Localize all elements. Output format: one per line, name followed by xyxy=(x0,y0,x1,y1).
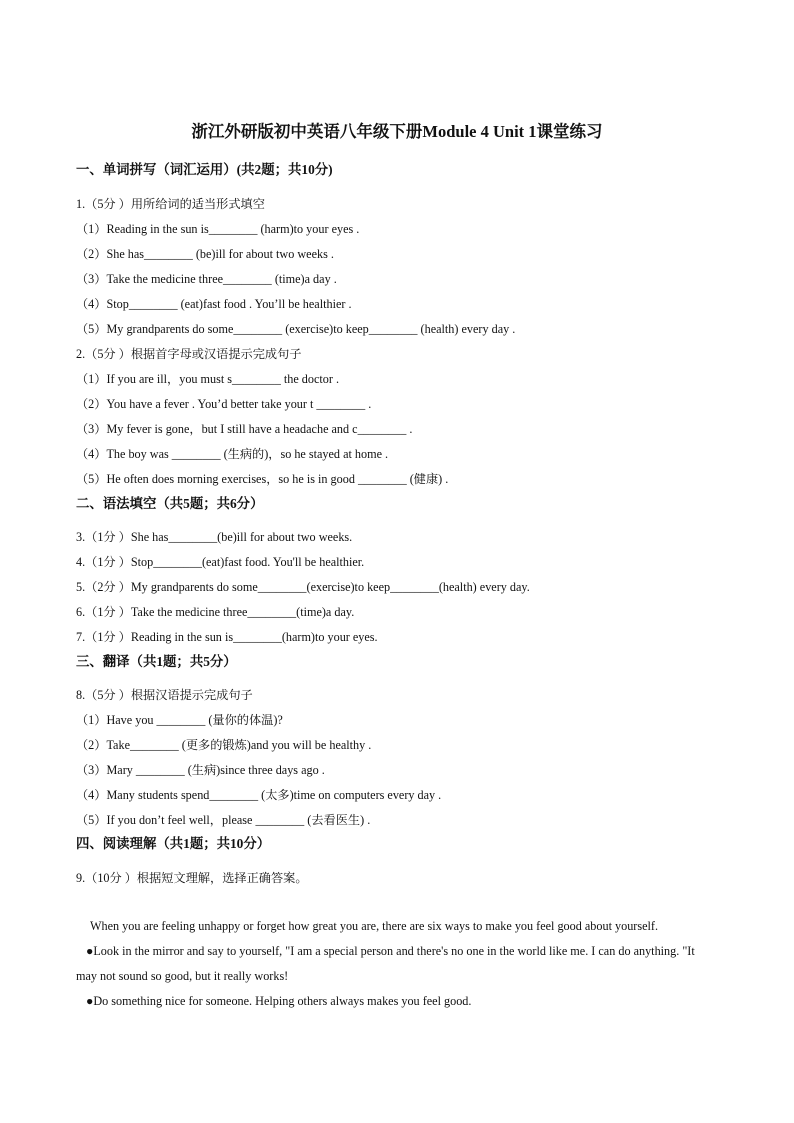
question-8-item-3: （3）Mary ________ (生病)since three days ago . xyxy=(76,763,325,777)
question-1-item-1: （1）Reading in the sun is________ (harm)to your eyes . xyxy=(76,222,360,236)
question-8-item-4: （4）Many students spend________ (太多)time on computers every day . xyxy=(76,788,442,802)
question-1-item-2: （2）She has________ (be)ill for about two weeks . xyxy=(76,247,334,261)
grammar-question-3: 3.（1分 ）She has________(be)ill for about two weeks. xyxy=(76,530,353,544)
question-2-item-5: （5）He often does morning exercises，so he is in good ________ (健康) . xyxy=(76,472,449,486)
question-2-header: 2.（5分 ）根据首字母或汉语提示完成句子 xyxy=(76,347,302,361)
question-2-item-1: （1）If you are ill，you must s________ the doctor . xyxy=(76,372,340,386)
question-2-item-3: （3）My fever is gone，but I still have a headache and c________ . xyxy=(76,422,413,436)
question-1-item-3: （3）Take the medicine three________ (time)a day . xyxy=(76,272,337,286)
section-heading-3: 三、翻译（共1题；共5分） xyxy=(76,654,237,669)
grammar-question-5: 5.（2分 ）My grandparents do some________(exercise)to keep________(health) every day. xyxy=(76,580,530,594)
document-title: 浙江外研版初中英语八年级下册Module 4 Unit 1课堂练习 xyxy=(191,122,603,141)
grammar-question-4: 4.（1分 ）Stop________(eat)fast food. You'll be healthier. xyxy=(76,555,365,569)
section-heading-2: 二、语法填空（共5题；共6分） xyxy=(76,496,264,511)
question-8-item-1: （1）Have you ________ (量你的体温)? xyxy=(76,713,283,727)
question-1-item-5: （5）My grandparents do some________ (exercise)to keep________ (health) every day . xyxy=(76,322,516,336)
question-1-header: 1.（5分 ）用所给词的适当形式填空 xyxy=(76,197,265,211)
question-1-item-4: （4）Stop________ (eat)fast food . You’ll be healthier . xyxy=(76,297,352,311)
grammar-question-7: 7.（1分 ）Reading in the sun is________(harm)to your eyes. xyxy=(76,630,378,644)
question-2-item-4: （4）The boy was ________ (生病的)，so he stayed at home . xyxy=(76,447,389,461)
question-9-header: 9.（10分 ）根据短文理解，选择正确答案。 xyxy=(76,871,308,885)
reading-passage xyxy=(76,914,718,1014)
section-heading-4: 四、阅读理解（共1题；共10分） xyxy=(76,836,271,851)
question-2-item-2: （2）You have a fever . You’d better take your t ________ . xyxy=(76,397,372,411)
passage-paragraph-1: When you are feeling unhappy or forget how great you are, there are six ways to make you feel good about yourself. xyxy=(90,919,658,933)
grammar-question-6: 6.（1分 ）Take the medicine three________(time)a day. xyxy=(76,605,355,619)
question-8-item-2: （2）Take________ (更多的锻炼)and you will be healthy . xyxy=(76,738,372,752)
question-8-item-5: （5）If you don’t feel well，please ________ (去看医生) . xyxy=(76,813,371,827)
passage-paragraph-3: ●Do something nice for someone. Helping others always makes you feel good. xyxy=(86,994,472,1008)
passage-paragraph-2: ●Look in the mirror and say to yourself, "I am a special person and there's no one in the world like me. I can do anything. "It may not sound so good, but it really works! xyxy=(76,944,695,983)
question-8-header: 8.（5分 ）根据汉语提示完成句子 xyxy=(76,688,253,702)
section-heading-1: 一、单词拼写（词汇运用）(共2题；共10分) xyxy=(76,162,333,177)
